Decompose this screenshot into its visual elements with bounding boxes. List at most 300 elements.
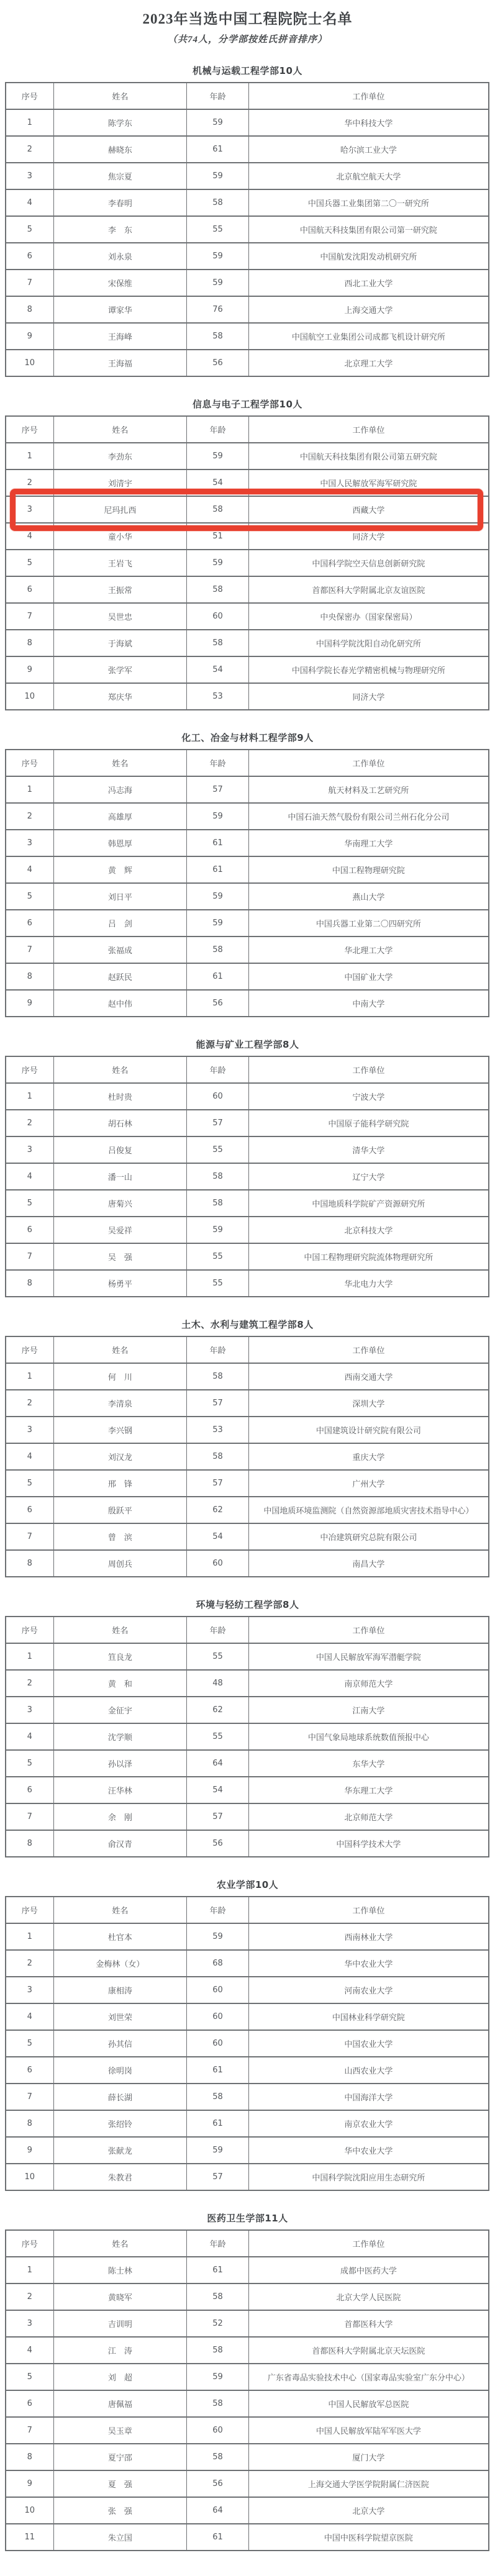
seq-cell: 3 (6, 1977, 53, 2003)
section (0, 397, 495, 710)
table-row (6, 1497, 489, 1523)
header-seq: 序号 (6, 1056, 53, 1083)
table-row (6, 2084, 489, 2110)
seq-cell: 4 (6, 523, 53, 550)
table-row (6, 2364, 489, 2390)
table-row (6, 2110, 489, 2137)
name-cell: 尼玛扎西 (53, 496, 187, 523)
header-name: 姓名 (53, 750, 187, 776)
org-cell: 厦门大学 (248, 2444, 489, 2470)
age-cell: 59 (187, 270, 249, 296)
seq-cell: 4 (6, 1443, 53, 1470)
seq-cell: 7 (6, 2417, 53, 2444)
age-cell: 57 (187, 1470, 249, 1497)
name-cell: 夏 强 (53, 2470, 187, 2497)
table-row (6, 2337, 489, 2364)
name-cell: 李清泉 (53, 1390, 187, 1417)
table-row (6, 1110, 489, 1136)
name-cell: 童小华 (53, 523, 187, 550)
seq-cell: 11 (6, 2524, 53, 2551)
name-cell: 殷跃平 (53, 1497, 187, 1523)
age-cell: 58 (187, 2444, 249, 2470)
org-cell: 航天材料及工艺研究所 (248, 776, 489, 803)
org-cell: 北京理工大学 (248, 350, 489, 376)
table-body (6, 1083, 489, 1297)
header-name: 姓名 (53, 1056, 187, 1083)
seq-cell: 3 (6, 1136, 53, 1163)
table-row (6, 469, 489, 496)
age-cell: 62 (187, 1497, 249, 1523)
age-cell: 61 (187, 2524, 249, 2551)
table-row (6, 856, 489, 883)
age-cell: 55 (187, 1723, 249, 1750)
org-cell: 南昌大学 (248, 1550, 489, 1577)
name-cell: 王海峰 (53, 323, 187, 350)
header-seq: 序号 (6, 1617, 53, 1643)
name-cell: 朱教君 (53, 2164, 187, 2190)
table-row (6, 1163, 489, 1190)
org-cell: 宁波大学 (248, 1083, 489, 1110)
table-row (6, 1723, 489, 1750)
age-cell: 55 (187, 1270, 249, 1297)
org-cell: 南京师范大学 (248, 1670, 489, 1697)
age-cell: 56 (187, 1830, 249, 1857)
name-cell: 吴 强 (53, 1243, 187, 1270)
header-seq: 序号 (6, 750, 53, 776)
table-body (6, 2257, 489, 2551)
seq-cell: 1 (6, 1643, 53, 1670)
header-seq: 序号 (6, 416, 53, 443)
table-row (6, 2444, 489, 2470)
org-cell: 广东省毒品实验技术中心（国家毒品实验室广东分中心） (248, 2364, 489, 2390)
table-head (6, 1897, 489, 1923)
org-cell: 中国矿业大学 (248, 963, 489, 990)
org-cell: 中国兵器工业第二〇四研究所 (248, 910, 489, 937)
seq-cell: 2 (6, 1110, 53, 1136)
section (0, 1038, 495, 1297)
org-cell: 同济大学 (248, 523, 489, 550)
age-cell: 56 (187, 2470, 249, 2497)
name-cell: 黄 辉 (53, 856, 187, 883)
org-cell: 山西农业大学 (248, 2057, 489, 2084)
header-org: 工作单位 (248, 750, 489, 776)
section-title: 信息与电子工程学部10人 (193, 399, 302, 410)
org-cell: 西藏大学 (248, 496, 489, 523)
seq-cell: 6 (6, 1497, 53, 1523)
org-cell: 首都医科大学附属北京天坛医院 (248, 2337, 489, 2364)
org-cell: 北京大学 (248, 2497, 489, 2524)
table-row (6, 1643, 489, 1670)
org-cell: 华北电力大学 (248, 1270, 489, 1297)
age-cell: 57 (187, 776, 249, 803)
name-cell: 刘永泉 (53, 243, 187, 270)
seq-cell: 10 (6, 2497, 53, 2524)
table-row (6, 1923, 489, 1950)
org-cell: 南京农业大学 (248, 2110, 489, 2137)
org-cell: 中国科学技术大学 (248, 1830, 489, 1857)
name-cell: 金征宇 (53, 1697, 187, 1723)
org-cell: 华东理工大学 (248, 1777, 489, 1803)
name-cell: 焦宗夏 (53, 163, 187, 189)
sections-container (0, 64, 495, 2551)
age-cell: 60 (187, 2003, 249, 2030)
age-cell: 57 (187, 1803, 249, 1830)
seq-cell: 8 (6, 2110, 53, 2137)
age-cell: 59 (187, 883, 249, 910)
header-age: 年龄 (187, 2230, 249, 2257)
header-org: 工作单位 (248, 1617, 489, 1643)
age-cell: 54 (187, 1777, 249, 1803)
seq-cell: 6 (6, 910, 53, 937)
seq-cell: 2 (6, 1950, 53, 1977)
name-cell: 潘一山 (53, 1163, 187, 1190)
name-cell: 周创兵 (53, 1550, 187, 1577)
header-row (6, 1897, 489, 1923)
org-cell: 辽宁大学 (248, 1163, 489, 1190)
table-row (6, 550, 489, 576)
seq-cell: 1 (6, 1363, 53, 1390)
table-row (6, 2057, 489, 2084)
org-cell: 中国科学院空天信息创新研究院 (248, 550, 489, 576)
header-name: 姓名 (53, 2230, 187, 2257)
name-cell: 邢 锋 (53, 1470, 187, 1497)
org-cell: 中国人民解放军海军研究院 (248, 469, 489, 496)
seq-cell: 9 (6, 2137, 53, 2164)
seq-cell: 5 (6, 1190, 53, 1217)
org-cell: 北京师范大学 (248, 1803, 489, 1830)
org-cell: 中国农业大学 (248, 2030, 489, 2057)
org-cell: 中冶建筑研究总院有限公司 (248, 1523, 489, 1550)
name-cell: 宋保维 (53, 270, 187, 296)
name-cell: 吕俊复 (53, 1136, 187, 1163)
age-cell: 55 (187, 1243, 249, 1270)
name-cell: 吕 剑 (53, 910, 187, 937)
age-cell: 58 (187, 1363, 249, 1390)
age-cell: 59 (187, 2364, 249, 2390)
seq-cell: 4 (6, 2003, 53, 2030)
table-head (6, 1336, 489, 1363)
table-row (6, 443, 489, 469)
seq-cell: 6 (6, 576, 53, 603)
age-cell: 58 (187, 1163, 249, 1190)
roster-table (5, 2229, 489, 2551)
org-cell: 广州大学 (248, 1470, 489, 1497)
name-cell: 张绍铃 (53, 2110, 187, 2137)
seq-cell: 5 (6, 2030, 53, 2057)
org-cell: 首都医科大学附属北京友谊医院 (248, 576, 489, 603)
org-cell: 西南林业大学 (248, 1923, 489, 1950)
seq-cell: 1 (6, 776, 53, 803)
table-row (6, 1830, 489, 1857)
table-row (6, 2417, 489, 2444)
age-cell: 58 (187, 937, 249, 963)
org-cell: 中国航天科技集团有限公司第五研究院 (248, 443, 489, 469)
seq-cell: 5 (6, 550, 53, 576)
name-cell: 唐佩福 (53, 2390, 187, 2417)
org-cell: 江南大学 (248, 1697, 489, 1723)
roster-table (5, 1336, 489, 1577)
name-cell: 汪华林 (53, 1777, 187, 1803)
section (0, 1878, 495, 2191)
age-cell: 59 (187, 803, 249, 830)
header-org: 工作单位 (248, 83, 489, 109)
age-cell: 76 (187, 296, 249, 323)
table-row (6, 990, 489, 1017)
age-cell: 59 (187, 109, 249, 136)
table-row (6, 296, 489, 323)
name-cell: 徐明岗 (53, 2057, 187, 2084)
section (0, 64, 495, 377)
org-cell: 中国工程物理研究院 (248, 856, 489, 883)
table-row (6, 910, 489, 937)
section (0, 731, 495, 1017)
age-cell: 56 (187, 990, 249, 1017)
table-row (6, 2137, 489, 2164)
age-cell: 68 (187, 1950, 249, 1977)
org-cell: 上海交通大学 (248, 296, 489, 323)
section-title: 化工、冶金与材料工程学部9人 (181, 732, 314, 743)
table-row (6, 937, 489, 963)
table-row (6, 350, 489, 376)
org-cell: 中国航天科技集团有限公司第一研究院 (248, 216, 489, 243)
age-cell: 59 (187, 163, 249, 189)
name-cell: 杜官本 (53, 1923, 187, 1950)
org-cell: 北京科技大学 (248, 1217, 489, 1243)
table-head (6, 2230, 489, 2257)
age-cell: 61 (187, 830, 249, 856)
table-row (6, 656, 489, 683)
age-cell: 58 (187, 1443, 249, 1470)
seq-cell: 4 (6, 189, 53, 216)
name-cell: 曾 滨 (53, 1523, 187, 1550)
org-cell: 河南农业大学 (248, 1977, 489, 2003)
seq-cell: 2 (6, 469, 53, 496)
table-row (6, 1136, 489, 1163)
seq-cell: 8 (6, 630, 53, 656)
org-cell: 中国中医科学院望京医院 (248, 2524, 489, 2551)
seq-cell: 7 (6, 1803, 53, 1830)
age-cell: 59 (187, 443, 249, 469)
age-cell: 58 (187, 496, 249, 523)
age-cell: 64 (187, 2497, 249, 2524)
age-cell: 58 (187, 576, 249, 603)
org-cell: 中国原子能科学研究院 (248, 1110, 489, 1136)
age-cell: 57 (187, 1390, 249, 1417)
table-row (6, 1443, 489, 1470)
header-org: 工作单位 (248, 2230, 489, 2257)
org-cell: 中国石油天然气股份有限公司兰州石化分公司 (248, 803, 489, 830)
age-cell: 57 (187, 1110, 249, 1136)
table-row (6, 1977, 489, 2003)
seq-cell: 8 (6, 1270, 53, 1297)
table-row (6, 1417, 489, 1443)
org-cell: 华中农业大学 (248, 2137, 489, 2164)
seq-cell: 3 (6, 2310, 53, 2337)
age-cell: 61 (187, 856, 249, 883)
age-cell: 58 (187, 2283, 249, 2310)
header-row (6, 1336, 489, 1363)
table-row (6, 603, 489, 630)
header-org: 工作单位 (248, 1056, 489, 1083)
name-cell: 刘世荣 (53, 2003, 187, 2030)
header-row (6, 1617, 489, 1643)
table-row (6, 496, 489, 523)
seq-cell: 2 (6, 136, 53, 163)
seq-cell: 1 (6, 2257, 53, 2283)
age-cell: 51 (187, 523, 249, 550)
table-row (6, 243, 489, 270)
org-cell: 北京大学人民医院 (248, 2283, 489, 2310)
seq-cell: 10 (6, 2164, 53, 2190)
age-cell: 61 (187, 136, 249, 163)
seq-cell: 7 (6, 2084, 53, 2110)
name-cell: 朱立国 (53, 2524, 187, 2551)
table-row (6, 2497, 489, 2524)
table-body (6, 1643, 489, 1857)
section-title: 能源与矿业工程学部8人 (196, 1039, 299, 1050)
table-row (6, 963, 489, 990)
table-head (6, 1056, 489, 1083)
seq-cell: 2 (6, 2283, 53, 2310)
header-name: 姓名 (53, 416, 187, 443)
name-cell: 李 东 (53, 216, 187, 243)
name-cell: 王岩飞 (53, 550, 187, 576)
age-cell: 55 (187, 1643, 249, 1670)
name-cell: 刘日平 (53, 883, 187, 910)
table-head (6, 1617, 489, 1643)
name-cell: 吉训明 (53, 2310, 187, 2337)
table-row (6, 630, 489, 656)
table-row (6, 683, 489, 710)
header-row (6, 1056, 489, 1083)
age-cell: 58 (187, 630, 249, 656)
age-cell: 60 (187, 1977, 249, 2003)
age-cell: 59 (187, 243, 249, 270)
table-head (6, 83, 489, 109)
table-row (6, 576, 489, 603)
header-row (6, 750, 489, 776)
table-body (6, 109, 489, 376)
table-body (6, 1363, 489, 1577)
table-row (6, 2283, 489, 2310)
seq-cell: 6 (6, 243, 53, 270)
org-cell: 中国航发沈阳发动机研究所 (248, 243, 489, 270)
age-cell: 59 (187, 1923, 249, 1950)
name-cell: 唐菊兴 (53, 1190, 187, 1217)
table-row (6, 1363, 489, 1390)
age-cell: 62 (187, 1697, 249, 1723)
section (0, 1318, 495, 1577)
org-cell: 成都中医药大学 (248, 2257, 489, 2283)
header-seq: 序号 (6, 1897, 53, 1923)
seq-cell: 2 (6, 803, 53, 830)
section-title: 农业学部10人 (216, 1879, 279, 1890)
header-row (6, 2230, 489, 2257)
table-row (6, 189, 489, 216)
org-cell: 华北理工大学 (248, 937, 489, 963)
org-cell: 中国兵器工业集团第二〇一研究所 (248, 189, 489, 216)
org-cell: 中国人民解放军陆军军医大学 (248, 2417, 489, 2444)
org-cell: 中国林业科学研究院 (248, 2003, 489, 2030)
seq-cell: 9 (6, 656, 53, 683)
name-cell: 王海福 (53, 350, 187, 376)
table-row (6, 2257, 489, 2283)
age-cell: 57 (187, 2164, 249, 2190)
org-cell: 华中科技大学 (248, 109, 489, 136)
age-cell: 60 (187, 2417, 249, 2444)
age-cell: 60 (187, 1083, 249, 1110)
seq-cell: 6 (6, 1777, 53, 1803)
header-org: 工作单位 (248, 416, 489, 443)
table-row (6, 2390, 489, 2417)
org-cell: 中国地质科学院矿产资源研究所 (248, 1190, 489, 1217)
org-cell: 中国气象局地球系统数值预报中心 (248, 1723, 489, 1750)
roster-table (5, 1056, 489, 1297)
name-cell: 江 涛 (53, 2337, 187, 2364)
name-cell: 吴世忠 (53, 603, 187, 630)
seq-cell: 8 (6, 1830, 53, 1857)
seq-cell: 7 (6, 1523, 53, 1550)
age-cell: 54 (187, 1523, 249, 1550)
header-age: 年龄 (187, 1336, 249, 1363)
name-cell: 陈士林 (53, 2257, 187, 2283)
seq-cell: 3 (6, 1417, 53, 1443)
name-cell: 于海斌 (53, 630, 187, 656)
table-row (6, 803, 489, 830)
age-cell: 58 (187, 323, 249, 350)
age-cell: 56 (187, 350, 249, 376)
header-seq: 序号 (6, 83, 53, 109)
name-cell: 吴玉章 (53, 2417, 187, 2444)
table-row (6, 1950, 489, 1977)
name-cell: 黄 和 (53, 1670, 187, 1697)
org-cell: 重庆大学 (248, 1443, 489, 1470)
age-cell: 61 (187, 2110, 249, 2137)
table-row (6, 2524, 489, 2551)
table-row (6, 883, 489, 910)
seq-cell: 4 (6, 1163, 53, 1190)
page-title: 2023年当选中国工程院院士名单 (142, 11, 353, 27)
table-row (6, 2003, 489, 2030)
seq-cell: 6 (6, 1217, 53, 1243)
name-cell: 韩恩厚 (53, 830, 187, 856)
seq-cell: 1 (6, 109, 53, 136)
header-org: 工作单位 (248, 1897, 489, 1923)
name-cell: 李劲东 (53, 443, 187, 469)
name-cell: 黄晓军 (53, 2283, 187, 2310)
seq-cell: 1 (6, 1923, 53, 1950)
seq-cell: 9 (6, 2470, 53, 2497)
table-head (6, 750, 489, 776)
org-cell: 中央保密办（国家保密局） (248, 603, 489, 630)
table-row (6, 1550, 489, 1577)
org-cell: 西北工业大学 (248, 270, 489, 296)
age-cell: 60 (187, 1550, 249, 1577)
seq-cell: 8 (6, 296, 53, 323)
name-cell: 何 川 (53, 1363, 187, 1390)
table-row (6, 1470, 489, 1497)
table-row (6, 1190, 489, 1217)
org-cell: 中国科学院沈阳自动化研究所 (248, 630, 489, 656)
age-cell: 59 (187, 550, 249, 576)
table-row (6, 1523, 489, 1550)
roster-table (5, 749, 489, 1017)
name-cell: 胡石林 (53, 1110, 187, 1136)
seq-cell: 3 (6, 163, 53, 189)
roster-table (5, 415, 489, 710)
org-cell: 同济大学 (248, 683, 489, 710)
seq-cell: 5 (6, 2364, 53, 2390)
